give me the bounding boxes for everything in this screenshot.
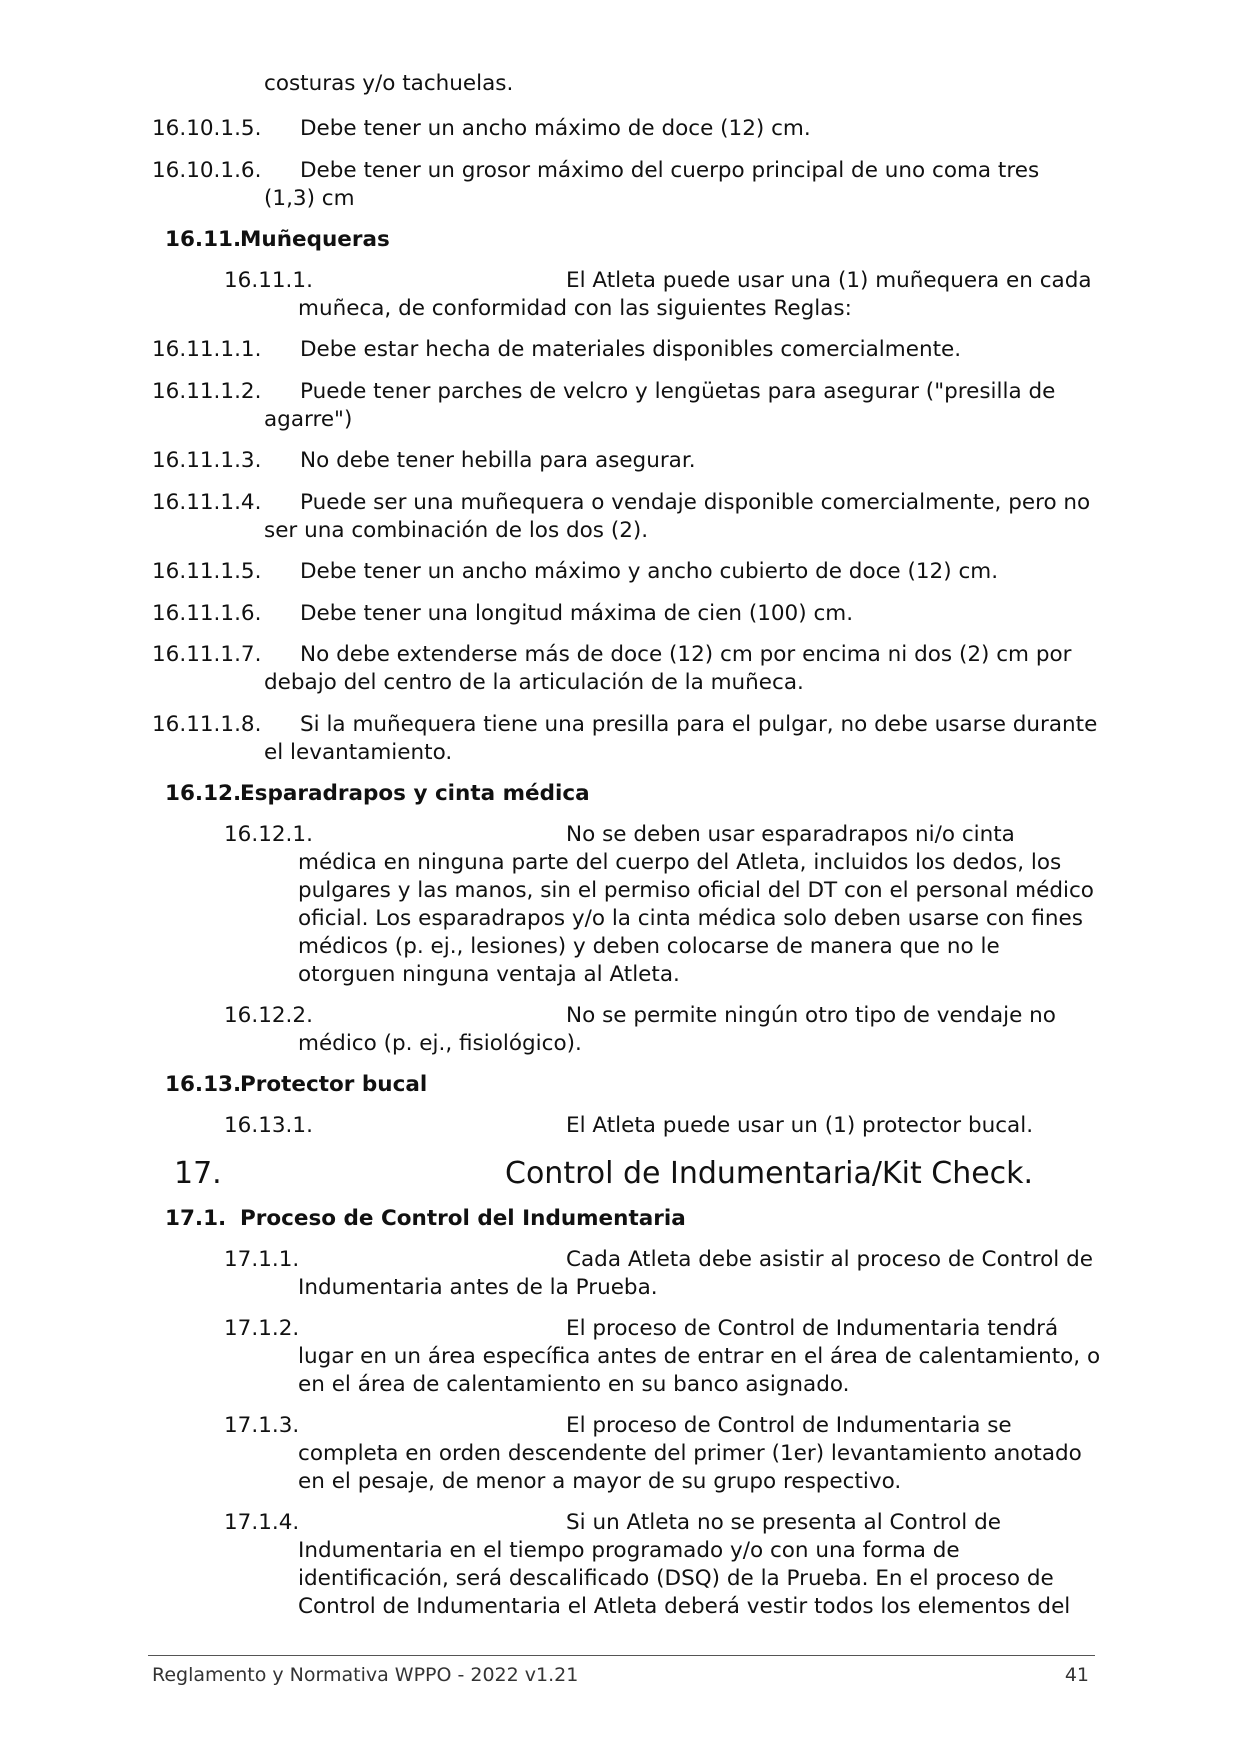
continuation-line: agarre")	[264, 407, 353, 432]
item-number: 16.10.1.5.	[152, 116, 262, 141]
continuation-line: el levantamiento.	[264, 740, 453, 765]
footer-document-title: Reglamento y Normativa WPPO - 2022 v1.21	[152, 1664, 579, 1686]
continuation-line: (1,3) cm	[264, 186, 355, 211]
item-text: Debe estar hecha de materiales disponibles comercialmente.	[300, 337, 962, 362]
continuation-line: completa en orden descendente del primer (1er) levantamiento anotado	[298, 1441, 1082, 1466]
item-text: El Atleta puede usar una (1) muñequera en cada	[566, 268, 1092, 293]
item-text: Puede ser una muñequera o vendaje disponible comercialmente, pero no	[300, 490, 1091, 515]
item-number: 16.11.1.	[224, 268, 313, 293]
section-number: 16.13.	[165, 1072, 242, 1097]
continuation-line: oficial. Los esparadrapos y/o la cinta médica solo deben usarse con fines	[298, 906, 1083, 931]
continuation-line: debajo del centro de la articulación de la muñeca.	[264, 670, 804, 695]
continuation-line: costuras y/o tachuelas.	[264, 71, 514, 96]
item-text: No debe tener hebilla para asegurar.	[300, 448, 696, 473]
item-number: 16.12.1.	[224, 822, 313, 847]
item-number: 16.10.1.6.	[152, 158, 262, 183]
continuation-line: médico (p. ej., fisiológico).	[298, 1031, 582, 1056]
continuation-line: médicos (p. ej., lesiones) y deben colocarse de manera que no le	[298, 934, 1000, 959]
item-text: El proceso de Control de Indumentaria tendrá	[566, 1316, 1059, 1341]
continuation-line: muñeca, de conformidad con las siguientes Reglas:	[298, 296, 852, 321]
item-text: El proceso de Control de Indumentaria se	[566, 1413, 1012, 1438]
continuation-line: Indumentaria antes de la Prueba.	[298, 1275, 658, 1300]
continuation-line: pulgares y las manos, sin el permiso oficial del DT con el personal médico	[298, 878, 1094, 903]
section-heading: Muñequeras	[240, 227, 390, 252]
item-text: Debe tener un grosor máximo del cuerpo principal de uno coma tres	[300, 158, 1040, 183]
item-number: 16.13.1.	[224, 1113, 313, 1138]
item-text: Puede tener parches de velcro y lengüetas para asegurar ("presilla de	[300, 379, 1056, 404]
page-number: 41	[1064, 1664, 1089, 1686]
item-text: Debe tener un ancho máximo y ancho cubierto de doce (12) cm.	[300, 559, 999, 584]
section-number: 17.1.	[165, 1206, 227, 1231]
chapter-heading: Control de Indumentaria/Kit Check.	[505, 1156, 1034, 1191]
item-number: 17.1.4.	[224, 1510, 300, 1535]
continuation-line: identificación, será descalificado (DSQ) de la Prueba. En el proceso de	[298, 1566, 1054, 1591]
continuation-line: en el pesaje, de menor a mayor de su grupo respectivo.	[298, 1469, 902, 1494]
continuation-line: lugar en un área específica antes de entrar en el área de calentamiento, o	[298, 1344, 1101, 1369]
item-number: 16.11.1.3.	[152, 448, 262, 473]
item-number: 16.12.2.	[224, 1003, 313, 1028]
section-number: 16.11.	[165, 227, 242, 252]
item-number: 16.11.1.5.	[152, 559, 262, 584]
section-heading: Esparadrapos y cinta médica	[240, 781, 590, 806]
item-number: 16.11.1.7.	[152, 642, 262, 667]
item-number: 16.11.1.1.	[152, 337, 262, 362]
continuation-line: en el área de calentamiento en su banco asignado.	[298, 1372, 850, 1397]
continuation-line: ser una combinación de los dos (2).	[264, 518, 649, 543]
continuation-line: Control de Indumentaria el Atleta deberá vestir todos los elementos del	[298, 1594, 1071, 1619]
chapter-number: 17.	[174, 1156, 222, 1191]
item-text: Debe tener una longitud máxima de cien (100) cm.	[300, 601, 854, 626]
item-text: No se deben usar esparadrapos ni/o cinta	[566, 822, 1015, 847]
item-text: Si un Atleta no se presenta al Control de	[566, 1510, 1001, 1535]
item-number: 17.1.3.	[224, 1413, 300, 1438]
item-number: 16.11.1.6.	[152, 601, 262, 626]
item-text: El Atleta puede usar un (1) protector bucal.	[566, 1113, 1034, 1138]
item-text: No debe extenderse más de doce (12) cm por encima ni dos (2) cm por	[300, 642, 1072, 667]
item-number: 16.11.1.8.	[152, 712, 262, 737]
continuation-line: médica en ninguna parte del cuerpo del Atleta, incluidos los dedos, los	[298, 850, 1062, 875]
item-text: Si la muñequera tiene una presilla para el pulgar, no debe usarse durante	[300, 712, 1098, 737]
footer-divider	[148, 1655, 1095, 1656]
item-text: Debe tener un ancho máximo de doce (12) cm.	[300, 116, 811, 141]
continuation-line: otorguen ninguna ventaja al Atleta.	[298, 962, 680, 987]
item-number: 16.11.1.2.	[152, 379, 262, 404]
section-heading: Proceso de Control del Indumentaria	[240, 1206, 686, 1231]
continuation-line: Indumentaria en el tiempo programado y/o con una forma de	[298, 1538, 960, 1563]
item-number: 17.1.1.	[224, 1247, 300, 1272]
section-number: 16.12.	[165, 781, 242, 806]
section-heading: Protector bucal	[240, 1072, 428, 1097]
item-number: 17.1.2.	[224, 1316, 300, 1341]
item-number: 16.11.1.4.	[152, 490, 262, 515]
item-text: No se permite ningún otro tipo de vendaje no	[566, 1003, 1056, 1028]
item-text: Cada Atleta debe asistir al proceso de Control de	[566, 1247, 1093, 1272]
